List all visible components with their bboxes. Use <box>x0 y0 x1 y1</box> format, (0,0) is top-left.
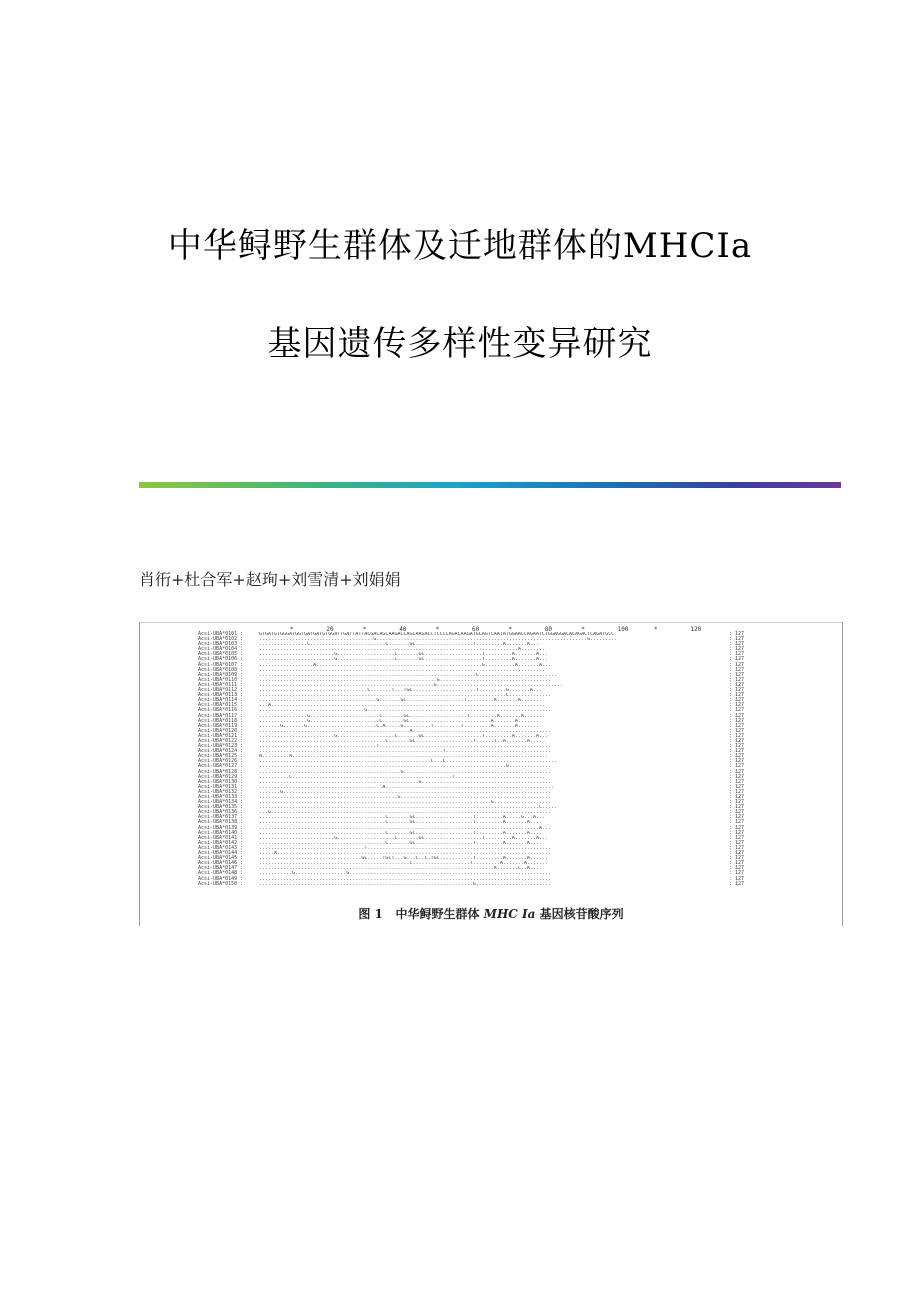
ruler-mark: * <box>654 626 658 633</box>
sequence-length: : 127 <box>729 875 745 882</box>
sequence-length: : 127 <box>729 651 745 658</box>
allele-sequence: .........................G...................C.......GC...................T.........A.......A... <box>259 733 548 739</box>
allele-name: Acsi-UBA*0137 : <box>198 814 244 821</box>
sequence-length: : 127 <box>729 692 745 699</box>
allele-sequence: .........................G...................C.......GC...................T.........A.......A... <box>259 835 548 841</box>
allele-name: Acsi-UBA*0126 : <box>198 758 244 765</box>
allele-name: Acsi-UBA*0136 : <box>198 809 244 816</box>
allele-sequence: .............................................................T................................... <box>259 749 551 755</box>
alignment-row <box>140 882 842 887</box>
allele-name: Acsi-UBA*0118 : <box>198 717 244 724</box>
allele-name: Acsi-UBA*0129 : <box>198 773 244 780</box>
allele-name: Acsi-UBA*0140 : <box>198 829 244 836</box>
allele-sequence: ...................................T............................................................. <box>259 845 551 851</box>
allele-name: Acsi-UBA*0125 : <box>198 753 244 760</box>
sequence-length: : 127 <box>729 681 745 688</box>
allele-name: Acsi-UBA*0105 : <box>198 651 244 658</box>
sequence-length: : 127 <box>729 850 745 857</box>
allele-sequence: ......................................G......................................................................G......... <box>259 637 618 643</box>
sequence-length: : 127 <box>729 671 745 678</box>
allele-sequence: ..............................................G.................................................. <box>259 795 551 800</box>
sequence-length: : 127 <box>729 778 745 785</box>
ruler-mark: 120 <box>690 626 702 633</box>
allele-name: Acsi-UBA*0108 : <box>198 666 244 673</box>
allele-name: Acsi-UBA*0138 : <box>198 819 244 826</box>
allele-name: Acsi-UBA*0106 : <box>198 656 244 663</box>
allele-name: Acsi-UBA*0142 : <box>198 839 244 846</box>
sequence-length: : 127 <box>729 819 745 826</box>
sequence-length: : 127 <box>729 839 745 846</box>
allele-name: Acsi-UBA*0149 : <box>198 875 244 882</box>
document-title-line-1: 中华鲟野生群体及迁地群体的MHCⅠa <box>167 226 753 266</box>
sequence-length: : 127 <box>729 773 745 780</box>
allele-sequence: ..........................................C.......GC...................T.........A.....G...A... <box>259 815 545 821</box>
ruler-mark: * <box>290 626 294 633</box>
sequence-length: : 127 <box>729 707 745 714</box>
sequence-length: : 127 <box>729 737 745 744</box>
ruler-mark: 60 <box>472 626 480 633</box>
allele-sequence: .............................................................................................C..... <box>259 805 558 811</box>
sequence-length: : 127 <box>729 860 745 867</box>
ruler-mark: 20 <box>326 626 334 633</box>
allele-name: Acsi-UBA*0147 : <box>198 865 244 872</box>
allele-name: Acsi-UBA*0143 : <box>198 844 244 851</box>
alignment-rows <box>140 632 842 887</box>
allele-name: Acsi-UBA*0139 : <box>198 824 244 831</box>
sequence-length: : 127 <box>729 743 745 750</box>
allele-name: Acsi-UBA*0109 : <box>198 671 244 678</box>
sequence-length: : 127 <box>729 702 745 709</box>
allele-sequence: ..........................................C.......GC...................T.........A.......A.... <box>259 820 542 826</box>
sequence-length: : 127 <box>729 794 745 800</box>
allele-sequence: ........................................................................C.......................... <box>259 672 558 678</box>
sequence-length: : 127 <box>729 666 745 673</box>
allele-sequence: ..................................................................................G.............. <box>259 764 551 770</box>
allele-sequence: .............................................................................G................... <box>259 800 551 806</box>
allele-name: Acsi-UBA*0102 : <box>198 636 244 643</box>
sequence-length: : 127 <box>729 732 745 739</box>
allele-name: Acsi-UBA*0148 : <box>198 870 244 877</box>
sequence-length: : 127 <box>729 753 745 760</box>
allele-name: Acsi-UBA*0145 : <box>198 855 244 862</box>
allele-sequence: .........................................A........................................................ <box>259 784 555 790</box>
sequence-length: : 127 <box>729 788 745 795</box>
sequence-length: : 127 <box>729 768 745 775</box>
ruler-mark: 40 <box>399 626 407 633</box>
allele-sequence: .......................................................................G......................... <box>259 881 551 887</box>
sequence-length: : 127 <box>729 824 745 831</box>
sequence-length: : 127 <box>729 687 745 694</box>
allele-name: Acsi-UBA*0131 : <box>198 783 244 790</box>
allele-name: Acsi-UBA*0123 : <box>198 743 244 750</box>
allele-name: Acsi-UBA*0135 : <box>198 804 244 811</box>
allele-name: Acsi-UBA*0112 : <box>198 687 244 694</box>
allele-name: Acsi-UBA*0132 : <box>198 788 244 795</box>
allele-sequence: ..........C.....................................................T.............................. <box>259 774 545 780</box>
allele-sequence: ...A........................................................................................... <box>259 703 545 709</box>
allele-name: Acsi-UBA*0133 : <box>198 794 244 800</box>
allele-sequence: ..................................................................................C.............. <box>259 693 551 699</box>
allele-name: Acsi-UBA*0119 : <box>198 722 244 729</box>
sequence-length: : 127 <box>729 829 745 836</box>
allele-sequence: ...................................G............................................................. <box>259 708 551 714</box>
document-title-line-2: 基因遗传多样性变异研究 <box>267 324 653 364</box>
allele-name: Acsi-UBA*0121 : <box>198 732 244 739</box>
allele-sequence: .....A........................................................................................... <box>259 851 551 857</box>
allele-sequence: ..........................................C.......GC...................T......T..A.......A.... <box>259 738 542 744</box>
sequence-length: : 127 <box>729 855 745 862</box>
allele-name: Acsi-UBA*0103 : <box>198 641 244 648</box>
allele-sequence: ..................A.......................................................G..........A.......A... <box>259 662 551 668</box>
gradient-divider <box>139 482 841 488</box>
sequence-length: : 127 <box>729 809 745 816</box>
allele-name: Acsi-UBA*0146 : <box>198 860 244 867</box>
sequence-length: : 127 <box>729 641 745 648</box>
allele-sequence: ..............................................................................A.......C..A.... <box>259 866 542 872</box>
allele-sequence: A.........A..................................................................................... <box>259 754 548 760</box>
allele-sequence: .........................G...................C.......GC...................T.........A.......A... <box>259 652 548 658</box>
sequence-length: : 127 <box>729 799 745 806</box>
caption-text-b: 基因核苷酸序列 <box>539 907 624 921</box>
allele-sequence: ............................................................................................... <box>259 667 545 673</box>
author-list: 肖衎+杜合军+赵珣+刘雪清+刘娟娟 <box>139 570 401 589</box>
ruler-mark: * <box>362 626 367 633</box>
sequence-length: : 127 <box>729 844 745 851</box>
sequence-length: : 127 <box>729 814 745 821</box>
allele-name: Acsi-UBA*0127 : <box>198 763 244 770</box>
figure-caption <box>140 905 842 922</box>
sequence-length: : 127 <box>729 656 745 663</box>
sequence-length: : 127 <box>729 880 745 887</box>
allele-sequence: ...........................................................G..................................... <box>259 677 551 683</box>
allele-sequence: ..................................GC.....TGCT...G...C..C.TGC...........T.........A.......A...... <box>259 856 548 862</box>
allele-sequence: .......................................T......................................................... <box>259 744 551 750</box>
ruler-mark: 80 <box>544 626 553 633</box>
allele-sequence: ...G............................................................................................. <box>259 810 551 816</box>
allele-name: Acsi-UBA*0128 : <box>198 768 244 775</box>
sequence-length: : 127 <box>729 676 745 683</box>
sequence-length: : 127 <box>729 758 745 765</box>
caption-gene-name: MHC Ⅰa <box>483 907 536 921</box>
allele-name: Acsi-UBA*0101 : <box>198 631 244 637</box>
allele-name: Acsi-UBA*0107 : <box>198 661 244 668</box>
allele-sequence: ................G.......................C.......GC...........................A.......A....... <box>259 718 539 724</box>
sequence-length: : 127 <box>729 834 745 841</box>
caption-label: 图 1 <box>358 907 383 921</box>
allele-sequence: ................G.......................C.......GC...................T.........A.......A....... <box>259 713 545 719</box>
allele-name: Acsi-UBA*0104 : <box>198 646 244 653</box>
allele-sequence: ................................................................................................. <box>259 876 551 882</box>
allele-sequence: .......G.......G.......................C.A.....G.........T.........T.........A.......A....... <box>259 723 539 729</box>
sequence-length: : 127 <box>729 717 745 724</box>
allele-sequence: ......................................................................................A........ <box>259 647 545 653</box>
ruler-mark: * <box>435 626 440 633</box>
allele-sequence: .......................................G.......GC...................T.........A.......A....... <box>259 698 542 704</box>
sequence-length: : 127 <box>729 865 745 872</box>
sequence-length: : 127 <box>729 631 745 637</box>
allele-name: Acsi-UBA*0111 : <box>198 681 244 688</box>
allele-name: Acsi-UBA*0113 : <box>198 692 244 699</box>
allele-name: Acsi-UBA*0130 : <box>198 778 244 785</box>
allele-sequence: .....................................................G........................................... <box>259 779 551 785</box>
allele-sequence: ..........................................C.......GC...................T.........A.......A.... <box>259 830 542 836</box>
allele-name: Acsi-UBA*0115 : <box>198 702 244 709</box>
allele-name: Acsi-UBA*0117 : <box>198 712 244 719</box>
allele-sequence: ....................................C.......T...TGC.....................T.........G.......A... <box>259 688 542 694</box>
allele-sequence: ...............................................G................................................. <box>259 769 551 775</box>
allele-name: Acsi-UBA*0110 : <box>198 676 244 683</box>
sequence-length: : 127 <box>729 661 745 668</box>
allele-sequence: ..........................................................G.......................................... <box>259 682 564 688</box>
sequence-length: : 127 <box>729 763 745 770</box>
allele-sequence: .............................................................................................A... <box>259 825 551 831</box>
allele-sequence: .......G......................................................................................... <box>259 789 551 795</box>
allele-sequence: ..................................................A.............................................. <box>259 728 551 734</box>
sequence-length: : 127 <box>729 636 745 643</box>
sequence-length: : 127 <box>729 804 745 811</box>
sequence-length: : 127 <box>729 783 745 790</box>
sequence-length: : 127 <box>729 646 745 653</box>
allele-sequence: ...........G.................G................................................................... <box>259 871 551 877</box>
sequence-length: : 127 <box>729 712 745 719</box>
allele-name: Acsi-UBA*0120 : <box>198 727 244 734</box>
caption-text-a: 中华鲟野生群体 <box>395 907 480 921</box>
allele-name: Acsi-UBA*0141 : <box>198 834 244 841</box>
allele-name: Acsi-UBA*0150 : <box>198 880 244 887</box>
allele-sequence: .........................G...................C.......GC...................T.........A.......A... <box>259 657 548 663</box>
allele-name: Acsi-UBA*0114 : <box>198 697 244 704</box>
allele-sequence: ..........................................C.......GC...................T.........A.......A.... <box>259 840 542 846</box>
sequence-length: : 127 <box>729 748 745 755</box>
allele-name: Acsi-UBA*0116 : <box>198 707 244 714</box>
ruler-mark: * <box>508 626 513 633</box>
ruler-mark: * <box>581 626 585 633</box>
allele-name: Acsi-UBA*0144 : <box>198 850 244 857</box>
sequence-alignment-figure <box>139 622 843 926</box>
allele-sequence: .........................................................C...C..................................... <box>259 759 558 765</box>
sequence-length: : 127 <box>729 727 745 734</box>
sequence-length: : 127 <box>729 870 745 877</box>
allele-name: Acsi-UBA*0122 : <box>198 737 244 744</box>
sequence-length: : 127 <box>729 697 745 704</box>
allele-sequence: ................C.........................C.......GC...................T.........A.......A... <box>259 642 539 648</box>
allele-name: Acsi-UBA*0134 : <box>198 799 244 806</box>
ruler-mark: 100 <box>617 626 629 633</box>
allele-sequence: ..................................................C...................T.........A.......A....... <box>259 861 548 867</box>
allele-name: Acsi-UBA*0124 : <box>198 748 244 755</box>
allele-sequence: GTGATGTGGGATGGTGATGATGTGGATTGATTATTACGACAGCAAGACCAGCAAGACCTCCCCAGACAAGATGCAGTCAATATGGAACCAGAATCTGGAGGACACAGACTCAGATGCC <box>259 632 615 637</box>
sequence-length: : 127 <box>729 722 745 729</box>
